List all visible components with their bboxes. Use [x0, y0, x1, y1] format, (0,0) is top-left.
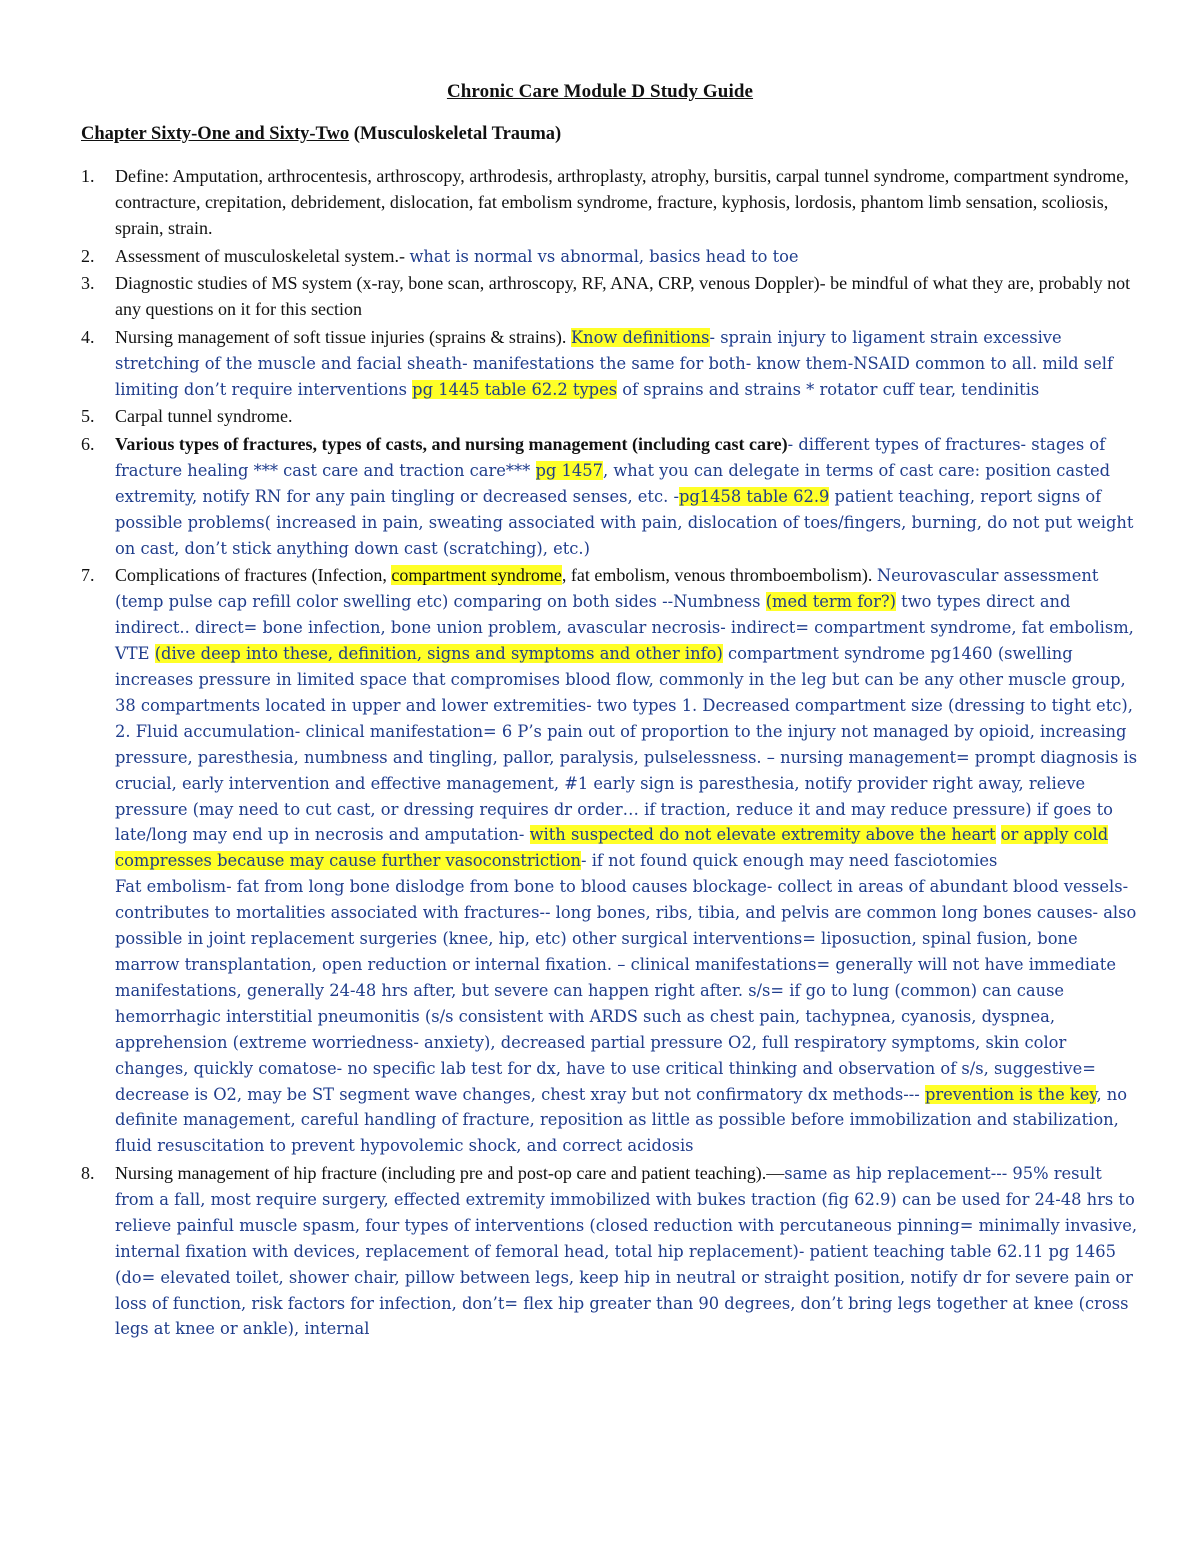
- list-item-text: [115, 271, 1141, 323]
- list-item: [81, 164, 1141, 242]
- highlighted-segment: (med term for?): [765, 592, 896, 612]
- chapter-heading-title: Chapter Sixty-One and Sixty-Two: [81, 124, 350, 144]
- list-item-text: [115, 563, 1141, 1159]
- list-item-number: 1.: [81, 166, 95, 186]
- list-item-number: 5.: [81, 406, 95, 427]
- list-item-number: 6.: [81, 434, 95, 455]
- note-segment: what is normal vs abnormal, basics head to toe: [409, 246, 799, 266]
- list-item-text: [115, 1161, 1141, 1342]
- list-item-text: [115, 404, 1141, 430]
- chapter-heading: [81, 124, 561, 145]
- list-item-text: [115, 432, 1141, 562]
- chapter-heading-subtitle: (Musculoskeletal Trauma): [349, 124, 562, 144]
- note-segment: - different types of fractures- stages of fracture healing *** cast care and traction care***: [115, 435, 1106, 480]
- note-segment: - sprain injury to ligament strain excessive stretching of the muscle and facial sheath- manifestations the same for both- know them-NSAID common to all. mild self limiting don’t require interventions: [115, 327, 1113, 399]
- list-item: [81, 404, 1141, 430]
- text-segment: Define: Amputation, arthrocentesis, arthroscopy, arthrodesis, arthroplasty, atrophy, bursitis, carpal tunnel syndrome, compartment syndrome, contracture, crepitation, debridement, dislocation, fat embolism syndrome, fracture, kyphosis, lordosis, phantom limb sensation, scoliosis, sprain, strain.: [115, 166, 1129, 238]
- note-segment: two types direct and indirect.. direct= bone infection, bone union problem, avascular necrosis- indirect= compartment syndrome, fat embolism, VTE: [115, 592, 1134, 664]
- list-item: [81, 563, 1141, 1159]
- note-segment: Neurovascular assessment (temp pulse cap refill color swelling etc) comparing on both sides --Numbness: [115, 566, 1099, 612]
- highlighted-segment: or apply cold compresses because may cause further vasoconstriction: [115, 825, 1109, 871]
- bold-segment: Various types of fractures, types of casts, and nursing management (including cast care): [115, 434, 788, 455]
- list-item-number: 2.: [81, 245, 95, 266]
- highlighted-segment: pg 1457: [535, 460, 603, 480]
- list-item-number: 4.: [81, 326, 95, 347]
- highlighted-segment: Know definitions: [570, 327, 710, 347]
- text-segment: Complications of fractures (Infection,: [115, 565, 392, 586]
- list-item-number: 7.: [81, 565, 95, 586]
- list-item: [81, 325, 1141, 403]
- text-segment: Nursing management of soft tissue injuries (sprains & strains).: [115, 326, 571, 347]
- text-segment: Carpal tunnel syndrome.: [115, 406, 293, 427]
- highlighted-segment: with suspected do not elevate extremity above the heart: [529, 825, 996, 845]
- list-item-number: 3.: [81, 273, 95, 294]
- list-item: [81, 271, 1141, 323]
- list-item-number: 8.: [81, 1163, 95, 1184]
- note-segment: - if not found quick enough may need fasciotomies: [581, 851, 998, 871]
- text-segment: , fat embolism, venous thromboembolism).: [561, 565, 877, 586]
- note-segment: of sprains and strains * rotator cuff tear, tendinitis: [617, 379, 1040, 399]
- highlighted-segment: (dive deep into these, definition, signs and symptoms and other info): [154, 644, 723, 664]
- highlighted-segment: compartment syndrome: [391, 565, 562, 586]
- note-segment: same as hip replacement--- 95% result from a fall, most require surgery, effected extremity immobilized with bukes traction (fig 62.9) can be used for 24-48 hrs to relieve painful muscle spasm, four types of interventions (closed reduction with percutaneous pinning= minimally invasive, internal fixation with devices, replacement of femoral head, total hip replacement)- patient teaching table 62.11 pg 1465 (do= elevated toilet, shower chair, pillow between legs, keep hip in neutral or straight position, notify dr for severe pain or loss of function, risk factors for infection, don’t= flex hip greater than 90 degrees, don’t bring legs together at knee (cross legs at knee or ankle), internal: [115, 1164, 1138, 1339]
- list-item: [81, 244, 1141, 270]
- highlighted-segment: pg1458 table 62.9: [678, 486, 830, 506]
- text-segment: Diagnostic studies of MS system (x-ray, bone scan, arthroscopy, RF, ANA, CRP, venous Doppler)- be mindful of what they are, probably not any questions on it for this section: [115, 273, 1131, 320]
- note-segment: Fat embolism- fat from long bone dislodge from bone to blood causes blockage- collect in areas of abundant blood vessels- contributes to mortalities associated with fractures-- long bones, ribs, tibia, and pelvis are common long bones causes- also possible in joint replacement surgeries (knee, hip, etc) other surgical interventions= liposuction, spinal fusion, bone marrow transplantation, open reduction or internal fixation. – clinical manifestations= generally will not have immediate manifestations, generally 24-48 hrs after, but severe can happen right after. s/s= if go to lung (common) can cause hemorrhagic interstitial pneumonitis (s/s consistent with ARDS such as chest pain, tachypnea, cyanosis, dyspnea, apprehension (extreme worriedness- anxiety), decreased partial pressure O2, full respiratory symptoms, skin color changes, quickly comatose- no specific lab test for dx, have to use critical thinking and observation of s/s, suggestive= decrease is O2, may be ST segment wave changes, chest xray but not confirmatory dx methods---: [115, 877, 1137, 1104]
- note-segment: , what you can delegate in terms of cast care: position casted extremity, notify RN for any pain tingling or decreased senses, etc. -: [115, 460, 1111, 506]
- note-segment: , no definite management, careful handling of fracture, reposition as little as possible before immobilization and stabilization, fluid resuscitation to prevent hypovolemic shock, and correct acidosis: [115, 1084, 1128, 1156]
- text-segment: Nursing management of hip fracture (including pre and post-op care and patient teaching).—: [115, 1163, 785, 1184]
- note-segment: [996, 825, 1001, 844]
- highlighted-segment: prevention is the key: [924, 1084, 1097, 1104]
- list-item-text: [115, 325, 1141, 403]
- text-segment: Assessment of musculoskeletal system.-: [115, 245, 410, 266]
- list-item-text: [115, 244, 1141, 270]
- note-segment: compartment syndrome pg1460 (swelling increases pressure in limited space that compromises blood flow, commonly in the leg but can be any other muscle group, 38 compartments located in upper and lower extremities- two types 1. Decreased compartment size (dressing to tight etc), 2. Fluid accumulation- clinical manifestation= 6 P’s pain out of proportion to the injury not managed by opioid, increasing pressure, paresthesia, numbness and tingling, pallor, paralysis, pulselessness. – nursing management= prompt diagnosis is crucial, early intervention and effective management, #1 early sign is paresthesia, notify provider right away, relieve pressure (may need to cut cast, or dressing requires dr order… if traction, reduce it and may reduce pressure) if goes to late/long may end up in necrosis and amputation-: [115, 644, 1138, 845]
- document-title: Chronic Care Module D Study Guide: [446, 81, 754, 102]
- note-segment: patient teaching, report signs of possible problems( increased in pain, sweating associated with pain, dislocation of toes/fingers, burning, do not put weight on cast, don’t stick anything down cast (scratching), etc.): [115, 486, 1134, 558]
- list-item: [81, 432, 1141, 562]
- list-item-text: [115, 164, 1141, 242]
- list-item: [81, 1161, 1141, 1342]
- highlighted-segment: pg 1445 table 62.2 types: [412, 379, 618, 399]
- study-guide-list: [81, 164, 1141, 1344]
